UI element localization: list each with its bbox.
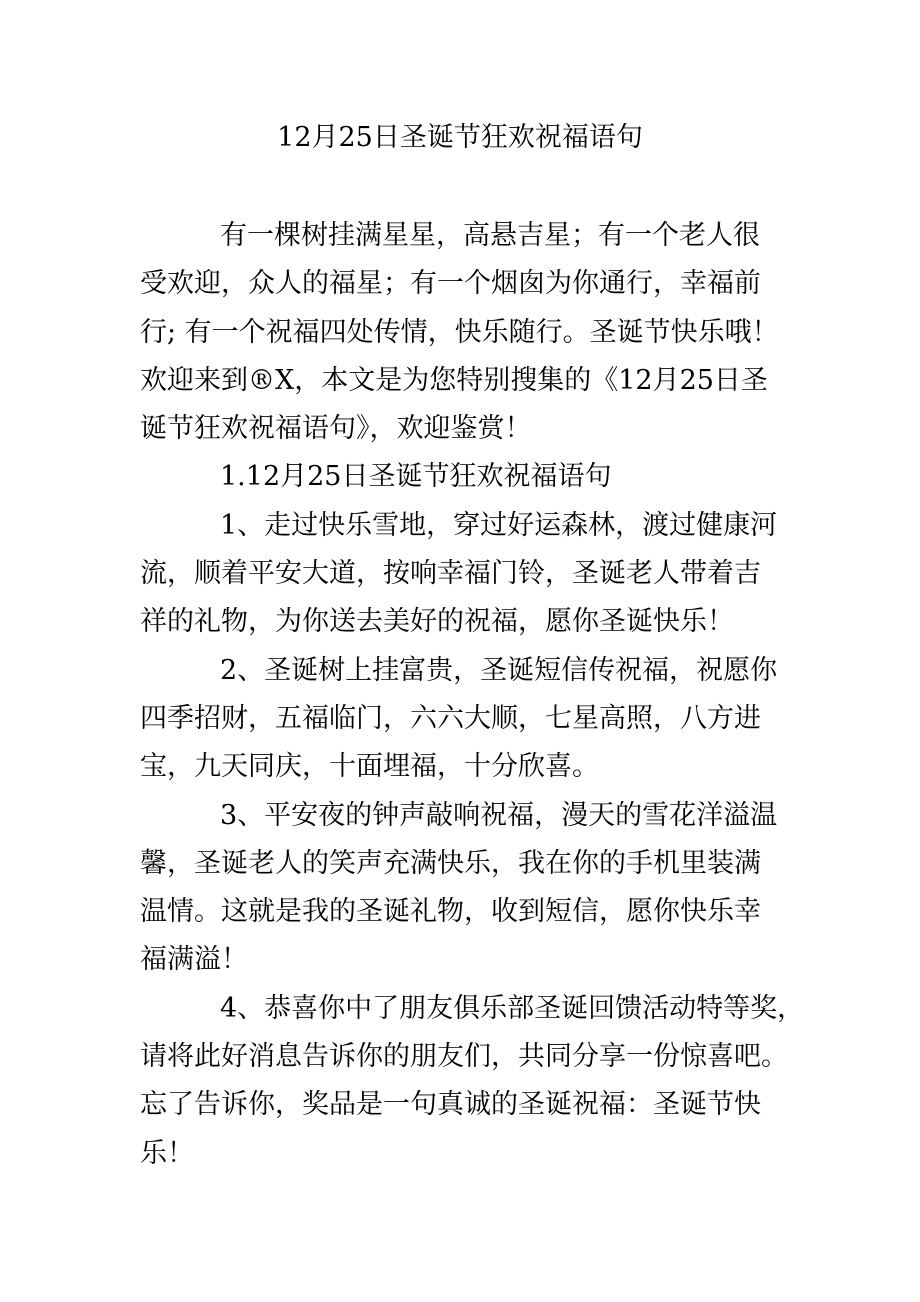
text-line: 馨，圣诞老人的笑声充满快乐，我在你的手机里装满 (140, 847, 761, 879)
text-line: 受欢迎，众人的福星；有一个烟囱为你通行，幸福前 (140, 268, 761, 300)
text-line: 1.12月25日圣诞节狂欢祝福语句 (220, 461, 612, 493)
text-line: 行; 有一个祝福四处传情，快乐随行。圣诞节快乐哦！ (140, 316, 779, 348)
text-line: 流，顺着平安大道，按响幸福门铃，圣诞老人带着吉 (140, 558, 761, 590)
text-line: 4、恭喜你中了朋友俱乐部圣诞回馈活动特等奖， (220, 992, 805, 1024)
paragraph (140, 502, 800, 647)
text-line: 温情。这就是我的圣诞礼物，收到短信，愿你快乐幸 (140, 896, 761, 928)
text-line: 四季招财，五福临门，六六大顺，七星高照，八方进 (140, 702, 761, 734)
text-line: 2、圣诞树上挂富贵，圣诞短信传祝福，祝愿你 (220, 654, 778, 686)
paragraph (140, 453, 800, 501)
text-line: 欢迎来到®X，本文是为您特别搜集的《12月25日圣 (140, 364, 768, 396)
paragraph (140, 647, 800, 792)
text-line: 乐！ (140, 1137, 194, 1169)
text-line: 福满溢！ (140, 944, 248, 976)
document-title: 12月25日圣诞节狂欢祝福语句 (277, 122, 643, 153)
text-line: 1、走过快乐雪地，穿过好运森林，渡过健康河 (220, 509, 778, 541)
text-line: 诞节狂欢祝福语句》，欢迎鉴赏！ (140, 413, 532, 445)
text-line: 有一棵树挂满星星，高悬吉星；有一个老人很 (220, 220, 760, 251)
document-body (140, 212, 805, 1178)
text-line: 宝，九天同庆，十面埋福，十分欣喜。 (140, 751, 599, 783)
text-line: 3、平安夜的钟声敲响祝福，漫天的雪花洋溢温 (220, 799, 778, 831)
paragraph (140, 985, 805, 1178)
text-line: 祥的礼物，为你送去美好的祝福，愿你圣诞快乐！ (140, 606, 734, 638)
text-line: 忘了告诉你，奖品是一句真诚的圣诞祝福：圣诞节快 (140, 1089, 761, 1121)
text-line: 请将此好消息告诉你的朋友们，共同分享一份惊喜吧。 (140, 1041, 788, 1073)
paragraph (140, 212, 800, 453)
paragraph (140, 792, 800, 985)
